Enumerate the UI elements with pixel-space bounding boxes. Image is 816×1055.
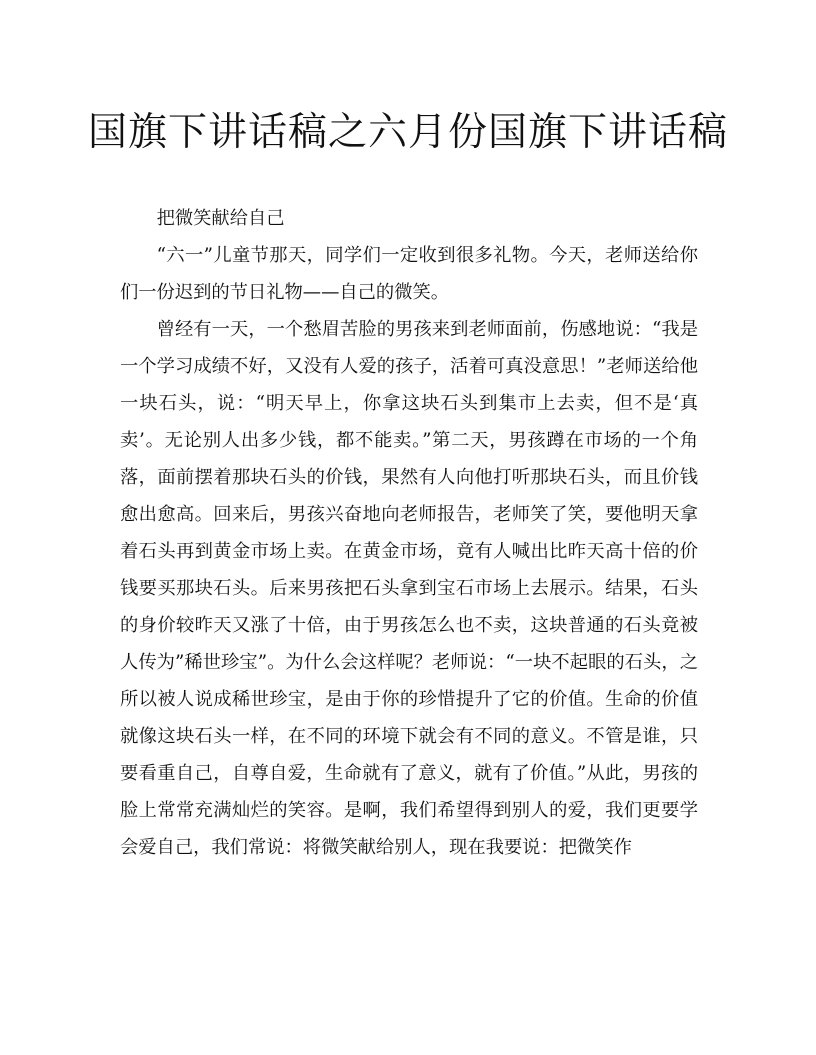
body-paragraph-heading: 把微笑献给自己 — [156, 208, 285, 229]
document-title: 国旗下讲话稿之六月份国旗下讲话稿 — [87, 110, 728, 155]
body-paragraph: 曾经有一天，一个愁眉苦脸的男孩来到老师面前，伤感地说：“我是一个学习成绩不好，又没有人爱的孩子，活着可真没意思！”老师送给他一块石头，说：“明天早上，你拿这块石头到集市上去卖，但不是‘真卖’。无论别人出多少钱，都不能卖。”第二天，男孩蹲在市场的一个角落，面前摆着那块石头的价钱，果然有人向他打听那块石头，而且价钱愈出愈高。回来后，男孩兴奋地向老师报告，老师笑了笑，要他明天拿着石头再到黄金市场上卖。在黄金市场，竟有人喊出比昨天高十倍的价钱要买那块石头。后来男孩把石头拿到宝石市场上去展示。结果，石头的身价较昨天又涨了十倍，由于男孩怎么也不卖，这块普通的石头竟被人传为”稀世珍宝”。为什么会这样呢？老师说：“一块不起眼的石头，之所以被人说成稀世珍宝，是由于你的珍惜提升了它的价值。生命的价值就像这块石头一样，在不同的环境下就会有不同的意义。不管是谁，只要看重自己，自尊自爱，生命就有了意义，就有了价值。”从此，男孩的脸上常常充满灿烂的笑容。是啊，我们希望得到别人的爱，我们更要学会爱自己，我们常说：将微笑献给别人，现在我要说：把微笑作 — [120, 319, 698, 858]
document-body — [120, 200, 698, 866]
body-paragraph: “六一”儿童节那天，同学们一定收到很多礼物。今天，老师送给你们一份迟到的节日礼物——自己的微笑。 — [120, 245, 698, 303]
